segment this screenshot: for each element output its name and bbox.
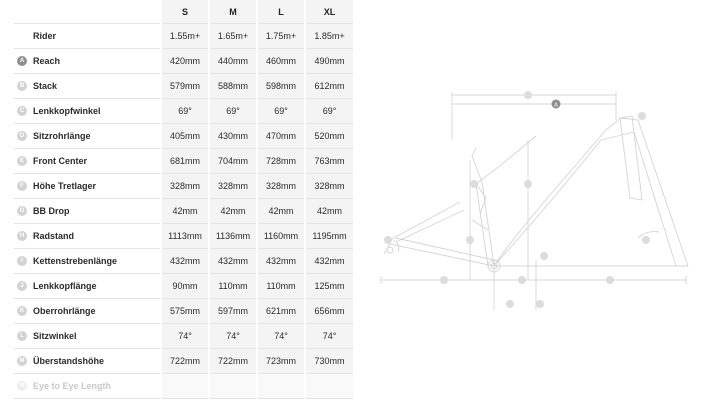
value-cell: 723mm <box>257 349 305 374</box>
row-label: Front Center <box>33 155 87 166</box>
row-label: Reach <box>33 55 61 66</box>
table-row <box>14 224 353 249</box>
value-cell: 110mm <box>209 274 257 299</box>
row-badge-icon: J <box>17 281 27 291</box>
row-badge-icon: C <box>17 106 27 116</box>
value-cell: 432mm <box>305 249 353 274</box>
value-cell: 432mm <box>161 249 209 274</box>
row-label: Sitzwinkel <box>33 330 77 341</box>
value-cell: 579mm <box>161 74 209 99</box>
row-badge-icon: K <box>17 306 27 316</box>
row-badge-icon: G <box>17 206 27 216</box>
row-badge-icon: E <box>17 156 27 166</box>
value-cell: 328mm <box>305 174 353 199</box>
table-row <box>14 24 353 49</box>
value-cell: 328mm <box>161 174 209 199</box>
row-label: Rider <box>33 30 57 41</box>
size-header-m[interactable]: M <box>209 0 257 24</box>
value-cell: 1113mm <box>161 224 209 249</box>
value-cell: 1.55m+ <box>161 24 209 49</box>
value-cell: 704mm <box>209 149 257 174</box>
value-cell: 1195mm <box>305 224 353 249</box>
size-header-xl[interactable]: XL <box>305 0 353 24</box>
value-cell <box>305 374 353 399</box>
value-cell: 598mm <box>257 74 305 99</box>
value-cell: 328mm <box>209 174 257 199</box>
value-cell: 681mm <box>161 149 209 174</box>
value-cell: 42mm <box>257 199 305 224</box>
header-label-cell <box>14 0 161 24</box>
value-cell: 432mm <box>257 249 305 274</box>
value-cell: 597mm <box>209 299 257 324</box>
row-label: Oberrohrlänge <box>33 305 96 316</box>
value-cell: 42mm <box>161 199 209 224</box>
row-badge-icon: H <box>17 231 27 241</box>
value-cell: 42mm <box>305 199 353 224</box>
value-cell: 69° <box>161 99 209 124</box>
value-cell: 722mm <box>161 349 209 374</box>
value-cell: 1160mm <box>257 224 305 249</box>
row-label: Lenkkopflänge <box>33 280 97 291</box>
value-cell: 656mm <box>305 299 353 324</box>
row-badge-icon: A <box>17 56 27 66</box>
value-cell: 621mm <box>257 299 305 324</box>
value-cell: 420mm <box>161 49 209 74</box>
value-cell: 110mm <box>257 274 305 299</box>
value-cell: 520mm <box>305 124 353 149</box>
table-row <box>14 374 353 399</box>
row-badge-icon: M <box>17 356 27 366</box>
row-badge-icon: L <box>17 331 27 341</box>
row-label: Stack <box>33 80 58 91</box>
table-row <box>14 199 353 224</box>
size-header-row <box>14 0 353 24</box>
row-label: Höhe Tretlager <box>33 180 97 191</box>
value-cell: 328mm <box>257 174 305 199</box>
value-cell: 430mm <box>209 124 257 149</box>
value-cell: 490mm <box>305 49 353 74</box>
size-header-l[interactable]: L <box>257 0 305 24</box>
row-badge-icon: N <box>17 381 27 391</box>
value-cell: 440mm <box>209 49 257 74</box>
value-cell <box>209 374 257 399</box>
row-badge-icon: D <box>17 131 27 141</box>
table-row <box>14 299 353 324</box>
row-label: Eye to Eye Length <box>33 380 112 391</box>
table-row <box>14 249 353 274</box>
row-badge-icon: I <box>17 256 27 266</box>
value-cell: 69° <box>305 99 353 124</box>
value-cell <box>161 374 209 399</box>
table-row <box>14 324 353 349</box>
table-row <box>14 74 353 99</box>
value-cell: 470mm <box>257 124 305 149</box>
row-label: Radstand <box>33 230 75 241</box>
value-cell: 125mm <box>305 274 353 299</box>
table-row <box>14 174 353 199</box>
row-label: Sitzrohrlänge <box>33 130 91 141</box>
bike-frame-geometry-diagram <box>376 80 712 320</box>
value-cell: 1.85m+ <box>305 24 353 49</box>
value-cell: 74° <box>257 324 305 349</box>
value-cell: 612mm <box>305 74 353 99</box>
value-cell: 74° <box>209 324 257 349</box>
value-cell: 74° <box>161 324 209 349</box>
value-cell: 460mm <box>257 49 305 74</box>
value-cell: 588mm <box>209 74 257 99</box>
value-cell: 1136mm <box>209 224 257 249</box>
geometry-table <box>14 0 353 399</box>
value-cell: 575mm <box>161 299 209 324</box>
value-cell: 728mm <box>257 149 305 174</box>
row-label: BB Drop <box>33 205 70 216</box>
value-cell: 1.65m+ <box>209 24 257 49</box>
value-cell: 1.75m+ <box>257 24 305 49</box>
value-cell: 74° <box>305 324 353 349</box>
value-cell: 69° <box>257 99 305 124</box>
value-cell: 730mm <box>305 349 353 374</box>
row-label: Lenkkopfwinkel <box>33 105 101 116</box>
table-row <box>14 349 353 374</box>
table-row <box>14 149 353 174</box>
value-cell: 69° <box>209 99 257 124</box>
size-header-s[interactable]: S <box>161 0 209 24</box>
table-row <box>14 99 353 124</box>
value-cell <box>257 374 305 399</box>
table-row <box>14 49 353 74</box>
row-label: Überstandshöhe <box>33 355 105 366</box>
value-cell: 90mm <box>161 274 209 299</box>
value-cell: 763mm <box>305 149 353 174</box>
row-label: Kettenstrebenlänge <box>33 255 118 266</box>
diagram-highlight-badge: A <box>554 102 558 109</box>
value-cell: 432mm <box>209 249 257 274</box>
row-badge-icon: F <box>17 181 27 191</box>
table-row <box>14 274 353 299</box>
row-badge-icon: B <box>17 81 27 91</box>
value-cell: 42mm <box>209 199 257 224</box>
table-row <box>14 124 353 149</box>
value-cell: 722mm <box>209 349 257 374</box>
value-cell: 405mm <box>161 124 209 149</box>
